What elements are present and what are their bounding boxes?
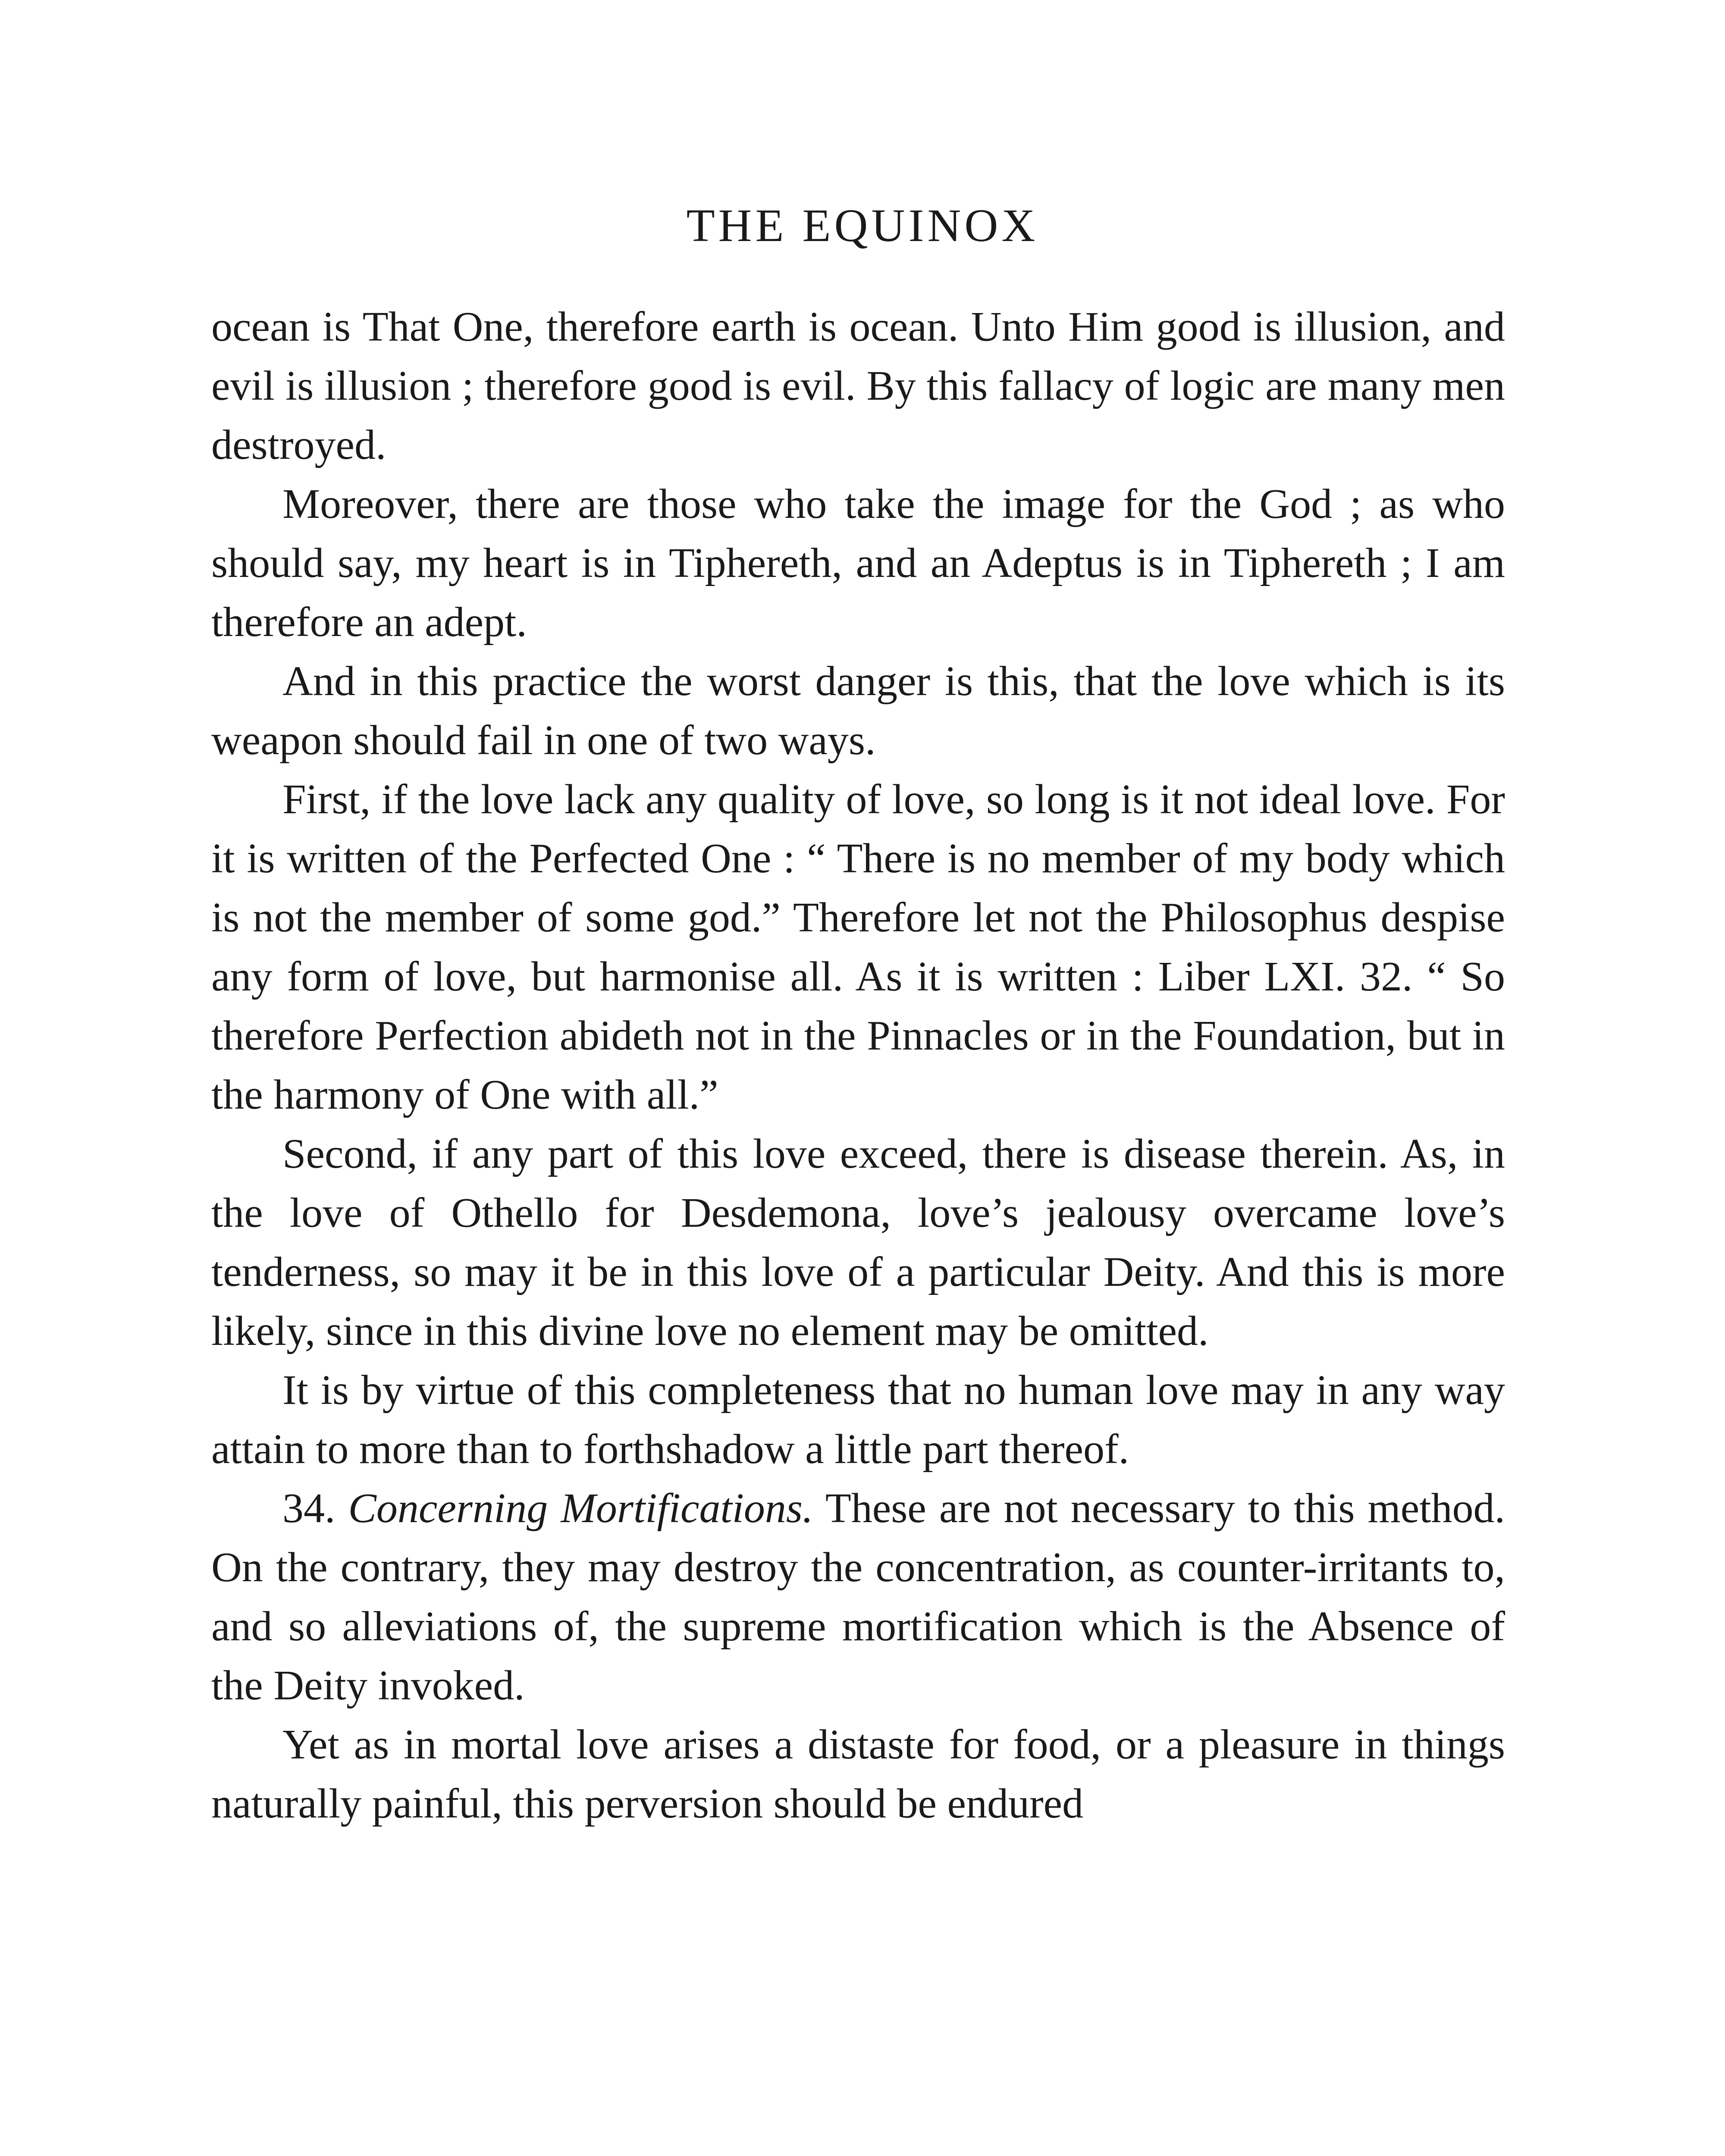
paragraph-6: It is by virtue of this completeness that no human love may in any way attain to more than to forthshadow a little part thereof. [211,1367,1505,1473]
paragraph-4: First, if the love lack any quality of love, so long is it not ideal love. For it is written of the Perfected One : “ There is no member of my body which is not the member of some god.” Therefore let not the Philosophus despise any form of love, but harmonise all. As it is written : Liber LXI. 32. “ So therefore Perfection abideth not in the Pinnacles or in the Foundation, but in the harmony of One with all.” [211,776,1505,1118]
paragraph-2: Moreover, there are those who take the image for the God ; as who should say, my heart is in Tiphereth, and an Adeptus is in Tiphereth ; I am therefore an adept. [211,481,1505,646]
paragraph-7-section-34 [211,1479,1505,1715]
section-number: 34. [282,1485,336,1532]
body-text [211,298,1505,1833]
paragraph-1: ocean is That One, therefore earth is ocean. Unto Him good is illusion, and evil is illusion ; therefore good is evil. By this fallacy of logic are many men destroyed. [211,304,1505,468]
paragraph-3: And in this practice the worst danger is this, that the love which is its weapon should fail in one of two ways. [211,658,1505,764]
section-text: These are not necessary to this method. On the contrary, they may destroy the concentration, as counter-irritants to, and so alleviations of, the supreme mortification which is the Absence of the Deity invoked. [211,1485,1505,1709]
running-title: THE EQUINOX [686,200,1039,251]
paragraph-5: Second, if any part of this love exceed, there is disease therein. As, in the love of Othello for Desdemona, love’s jealousy overcame love’s tenderness, so may it be in this love of a particular Deity. And this is more likely, since in this divine love no element may be omitted. [211,1131,1505,1354]
section-heading: Concerning Mortifications. [348,1485,813,1532]
paragraph-8: Yet as in mortal love arises a distaste for food, or a pleasure in things naturally painful, this perversion should be endured [211,1721,1505,1827]
